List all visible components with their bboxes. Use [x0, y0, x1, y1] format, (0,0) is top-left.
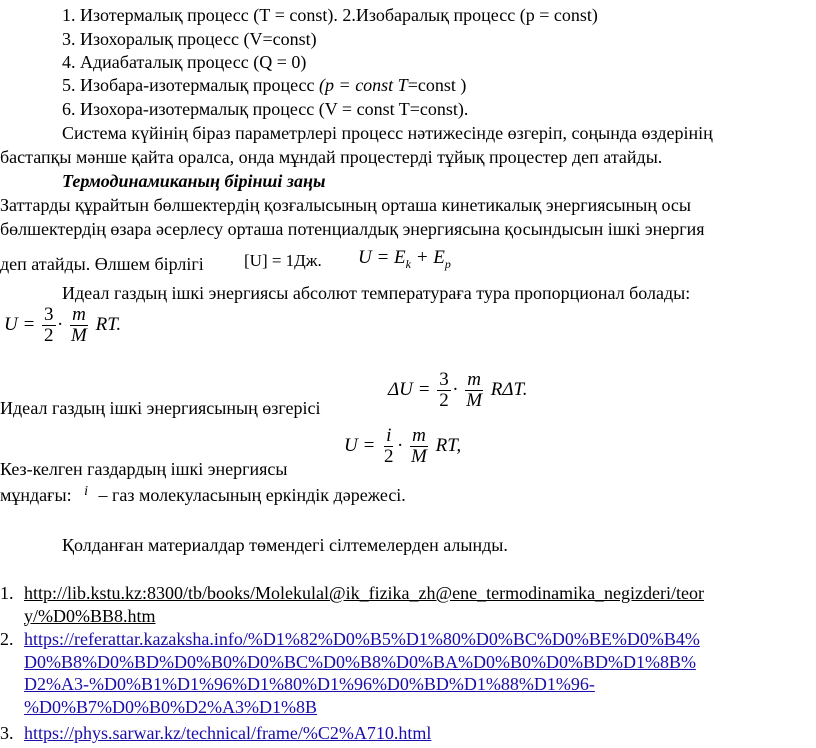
cycle-paragraph-line-2: бастапқы мәнше қайта оралса, онда мұндай процестерді тұйық процестер деп атайды. [0, 147, 663, 167]
document-page: 1. Изотермалық процесс (Т = conѕt). 2.Изобаралық процесс (р = conѕt) 3. Изохоралық процесс (V=conѕt) 4. Адиабаталық процесс (Q = 0) 5. Изобара-изотермалық процесс (р = const T=conѕt ) 6. Изохора-изотермалық процесс (V = conѕt T=conѕt). Система күйінің біраз параметрлері процесс нәтижесінде өзгеріп, соңында өздерінің бастапқы мәнше қайта оралса, онда мұндай процестерді тұйық процестер деп атайды. Термодинамиканың бірінші заңы Заттарды құрайтын бөлшектердің қозғалысының орташа кинетикалық энергиясының осы бөлшектердің өзара әсерлесу орташа потенциалдық энергиясына қосындысын ішкі энергия деп атайды. Өлшем бірлігі [U] = 1Дж. $U = E_k + E_p$ Идеал газдың ішкі энергиясы абсолют температураға тура пропорционал болады: U = $\frac{3}{2}$ · $\frac{m}{M}$ RT. ΔU = $\frac{3}{2}$ · $\frac{m}{M}$ RΔT. Идеал газдың ішкі энергиясының өзгерісі U = $\frac{i}{2}$ · $\frac{m}{M}$ RT, Кез-келген газдардың ішкі энергиясы мұндағы: $^i$ – газ молекуласының еркіндік дәрежесі. Қолданған материалдар төмендегі сілтемелерден алынды. 1. http://lib.kstu.kz:8300/tb/books/Molekulal@ik_fizika_zh@ene_termodinamika_negizderi/teor y/%D0%BB8.htm 2. https://referattar.kazaksha.info/%D1%82%D0%B5%D1%80%D0%BC%D0%BE%D0%B4% D0%B8%D0%BD%D0%B0%D0%BC%D0%B8%D0%BA%D0%B0%D0%BD%D1%8B% D2%A3-%D0%B1%D1%96%D1%80%D1%96%D0%BD%D1%88%D1%96- %D0%B7%D0%B0%D2%A3%D1%8B 3. https://phys.sarwar.kz/technical/frame/%C2%A710.html [0, 0, 816, 748]
reference-1-link[interactable]: http://lib.kstu.kz:8300/tb/books/Molekulal@ik_fizika_zh@ene_termodinamika_negizderi/teor y/%D0%BB8.htm [24, 583, 705, 626]
energy-paragraph-line-3 [0, 253, 204, 276]
list-item-5-text: 5. Изобара-изотермалық процесс [62, 75, 315, 95]
ideal-gas-change-label: Идеал газдың ішкі энергиясының өзгерісі [0, 398, 321, 418]
reference-3-link[interactable]: https://phys.sarwar.kz/technical/frame/%C2%A710.html [24, 723, 432, 743]
list-item-5-tail: =conѕt ) [407, 75, 467, 95]
list-item-1: 1. Изотермалық процесс (Т = conѕt). 2.Изобаралық процесс (р = conѕt) [62, 5, 598, 25]
ideal-gas-line: Идеал газдың ішкі энергиясы абсолют температураға тура пропорционал болады: [62, 283, 691, 303]
energy-paragraph-line-2: бөлшектердің өзара әсерлесу орташа потенциалдық энергиясына қосындысын ішкі энергия [0, 219, 705, 239]
internal-energy-formula: $U = E_k + E_p$ [358, 247, 451, 271]
sources-title: Қолданған материалдар төмендегі сілтемелерден алынды. [62, 535, 508, 555]
i-symbol: i [84, 484, 89, 499]
section-heading: Термодинамиканың бірінші заңы [62, 171, 326, 191]
cycle-paragraph-line-1: Система күйінің біраз параметрлері процесс нәтижесінде өзгеріп, соңында өздерінің [62, 123, 713, 143]
list-item-6: 6. Изохора-изотермалық процесс (V = conѕt T=conѕt). [62, 99, 469, 119]
energy-paragraph-line-1: Заттарды құрайтын бөлшектердің қозғалысының орташа кинетикалық энергиясының осы [0, 195, 692, 215]
list-item-4: 4. Адиабаталық процесс (Q = 0) [62, 52, 307, 72]
ideal-gas-energy-formula: U = $\frac{3}{2}$ · $\frac{m}{M}$ RT. [4, 304, 122, 346]
unit-formula: [U] = 1Дж. [244, 251, 322, 270]
ideal-gas-energy-change-formula: ΔU = $\frac{3}{2}$ · $\frac{m}{M}$ RΔT. [388, 369, 528, 411]
where-line: мұндағы: $^i$ – газ молекуласының еркіндік дәрежесі. [0, 484, 406, 505]
real-gas-energy-formula: U = $\frac{i}{2}$ · $\frac{m}{M}$ RT, [344, 425, 462, 467]
list-item-5-formula: (р = const T [319, 75, 408, 95]
list-item-5 [62, 74, 466, 97]
reference-2-link[interactable]: https://referattar.kazaksha.info/%D1%82%D0%B5%D1%80%D0%BC%D0%BE%D0%B4% D0%B8%D0%BD%D0%B0%D0%BC%D0%B8%D0%BA%D0%B0%D0%BD%D1%8B% D2%A3-%D0%B1%D1%96%D1%80%D1%96%D0%BD%D1%88%D1%96- %D0%B7%D0%B0%D2%A3%D1%8B [24, 629, 700, 717]
list-item-3: 3. Изохоралық процесс (V=conѕt) [62, 29, 317, 49]
real-gas-label: Кез-келген газдардың ішкі энергиясы [0, 459, 288, 479]
energy-paragraph-line-3-text: деп атайды. Өлшем бірлігі [0, 254, 204, 274]
